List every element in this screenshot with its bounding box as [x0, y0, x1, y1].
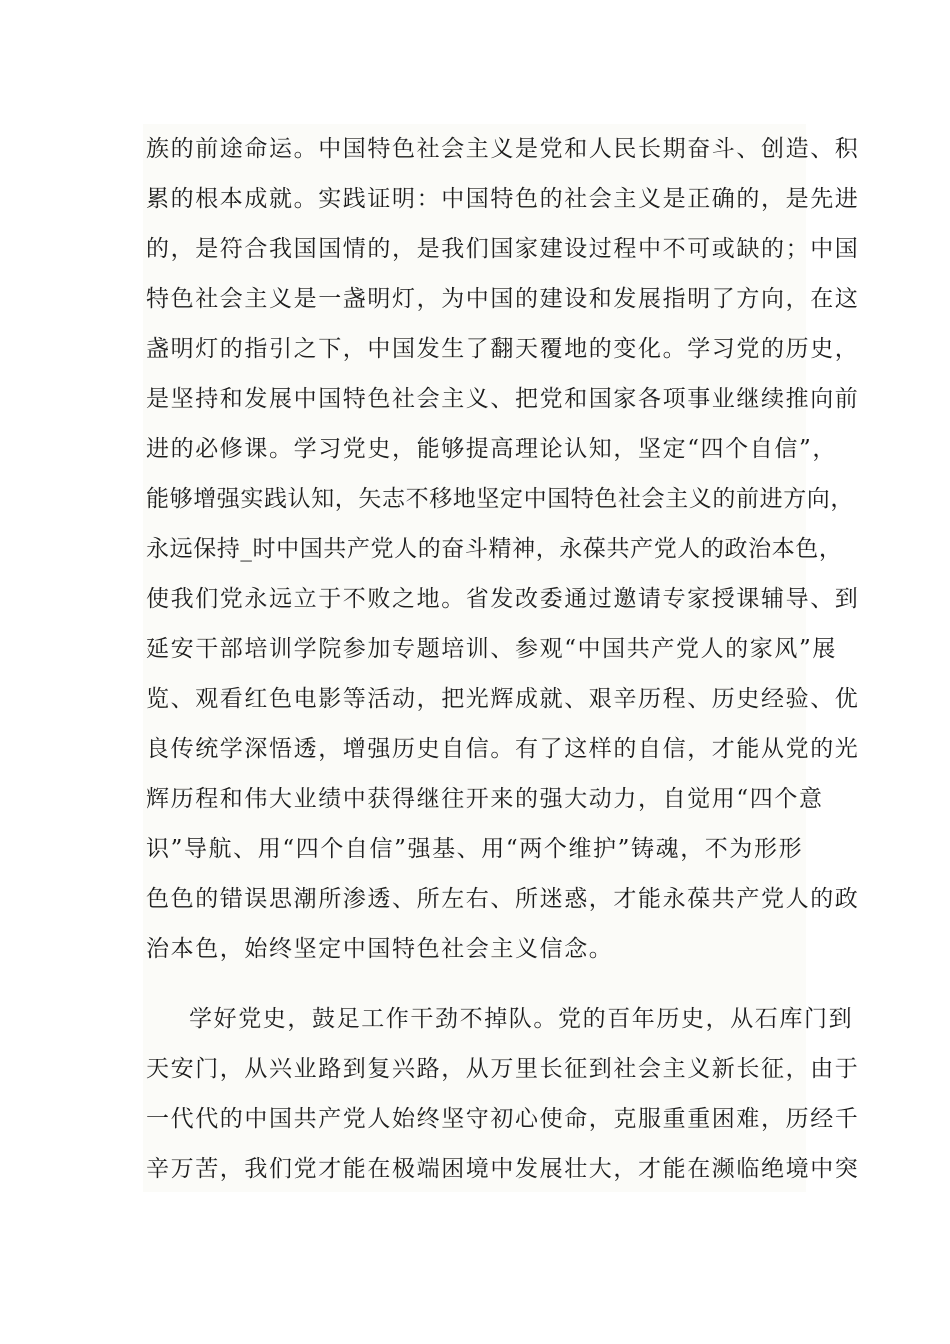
- text-line: 使我们党永远立于不败之地。省发改委通过邀请专家授课辅导、到: [146, 586, 860, 612]
- text-line: 览、观看红色电影等活动，把光辉成就、艰辛历程、历史经验、优: [146, 686, 860, 712]
- text-line: 能够增强实践认知，矢志不移地坚定中国特色社会主义的前进方向，: [146, 486, 854, 512]
- text-line: 累的根本成就。实践证明：中国特色的社会主义是正确的，是先进: [146, 186, 860, 212]
- text-line: 治本色，始终坚定中国特色社会主义信念。: [146, 936, 614, 962]
- text-line: 识”导航、用“四个自信”强基、用“两个维护”铸魂，不为形形: [146, 836, 804, 862]
- text-line: 的，是符合我国国情的，是我们国家建设过程中不可或缺的；中国: [146, 236, 860, 262]
- text-line: 辉历程和伟大业绩中获得继往开来的强大动力，自觉用“四个意: [146, 786, 824, 812]
- text-line: 永远保持_时中国共产党人的奋斗精神，永葆共产党人的政治本色，: [146, 536, 843, 562]
- text-line: 一代代的中国共产党人始终坚守初心使命，克服重重困难，历经千: [146, 1106, 860, 1132]
- text-line: 延安干部培训学院参加专题培训、参观“中国共产党人的家风”展: [146, 636, 837, 662]
- text-line: 特色社会主义是一盏明灯，为中国的建设和发展指明了方向，在这: [146, 286, 860, 312]
- text-line: 族的前途命运。中国特色社会主义是党和人民长期奋斗、创造、积: [146, 136, 860, 162]
- text-line: 进的必修课。学习党史，能够提高理论认知，坚定“四个自信”，: [146, 436, 837, 462]
- text-line: 盏明灯的指引之下，中国发生了翻天覆地的变化。学习党的历史，: [146, 336, 860, 362]
- paragraph-1: [143, 124, 860, 974]
- text-line: 学好党史，鼓足工作干劲不掉队。党的百年历史，从石库门到: [189, 1006, 854, 1032]
- text-line: 是坚持和发展中国特色社会主义、把党和国家各项事业继续推向前: [146, 386, 860, 412]
- text-line: 良传统学深悟透，增强历史自信。有了这样的自信，才能从党的光: [146, 736, 860, 762]
- text-line: 天安门，从兴业路到复兴路，从万里长征到社会主义新长征，由于: [146, 1056, 860, 1082]
- text-line: 色色的错误思潮所渗透、所左右、所迷惑，才能永葆共产党人的政: [146, 886, 860, 912]
- text-block: [143, 124, 860, 1192]
- text-line: 辛万苦，我们党才能在极端困境中发展壮大，才能在濒临绝境中突: [146, 1156, 860, 1182]
- paragraph-2: [143, 994, 860, 1194]
